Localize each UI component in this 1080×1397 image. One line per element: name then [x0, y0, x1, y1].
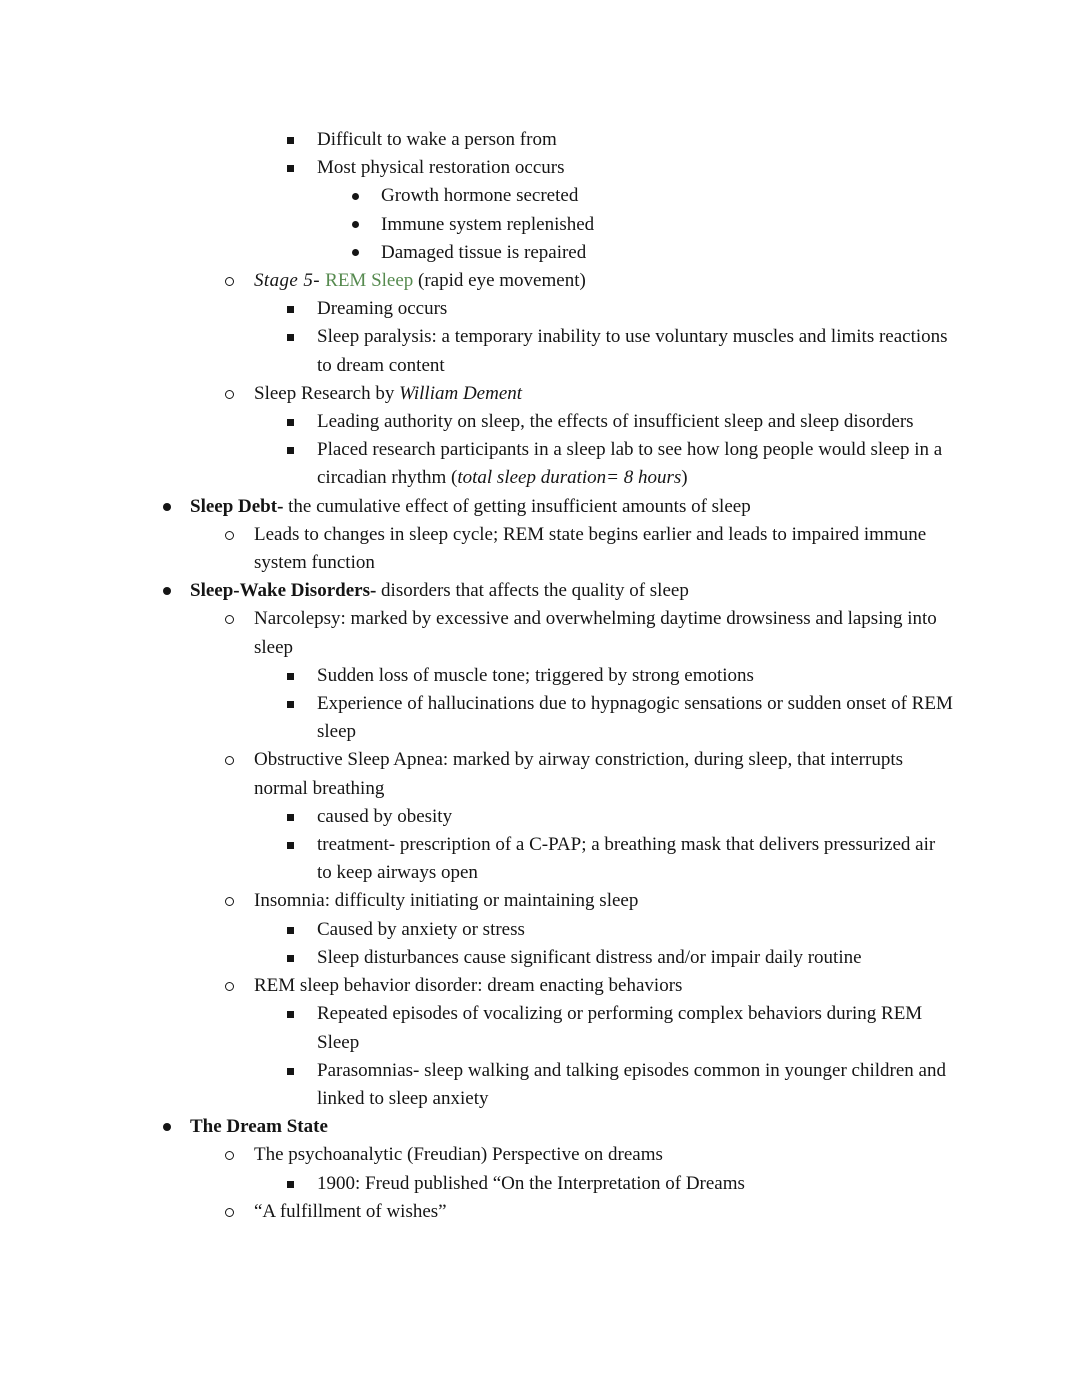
text-segment: the cumulative effect of getting insufficient amounts of sleep: [283, 495, 751, 517]
list-item-text: [254, 270, 586, 291]
list-item: [0, 662, 1080, 690]
list-item-text: [254, 975, 682, 996]
list-item-text: [317, 806, 452, 827]
text-segment: Immune system replenished: [381, 213, 595, 235]
text-segment: Sleep-Wake Disorders-: [190, 580, 377, 602]
bullet-square-icon: [287, 842, 294, 849]
text-segment: (rapid eye movement): [413, 270, 586, 292]
bullet-circle-icon: [225, 1151, 234, 1160]
list-item-text: [381, 214, 594, 235]
text-segment: Sleep paralysis: a temporary inability to use voluntary muscles and limits reactions to dream content: [317, 326, 948, 376]
bullet-square-icon: [287, 1068, 294, 1075]
list-item: [0, 1113, 1080, 1141]
text-segment: Obstructive Sleep Apnea: marked by airway constriction, during sleep, that interrupts normal breathing: [254, 749, 903, 799]
list-item: [0, 154, 1080, 182]
bullet-circle-icon: [225, 390, 234, 399]
bullet-circle-icon: [225, 1208, 234, 1217]
list-item-text: [254, 524, 926, 573]
list-item-text: [317, 157, 564, 178]
text-segment: Sudden loss of muscle tone; triggered by strong emotions: [317, 664, 754, 686]
list-item: [0, 126, 1080, 154]
bullet-square-icon: [287, 447, 294, 454]
bullet-circle-icon: [225, 897, 234, 906]
list-item: [0, 690, 1080, 746]
list-item: [0, 1000, 1080, 1056]
text-segment: caused by obesity: [317, 805, 453, 827]
bullet-disc-icon: [163, 587, 171, 595]
list-item: [0, 267, 1080, 295]
list-item-text: [254, 1144, 663, 1165]
bullet-square-icon: [287, 165, 294, 172]
bullet-circle-icon: [225, 277, 234, 286]
list-item: [0, 323, 1080, 379]
list-item-text: [317, 298, 447, 319]
list-item-text: [254, 383, 522, 404]
list-item-text: [317, 1060, 946, 1109]
bullet-circle-icon: [225, 531, 234, 540]
list-item: [0, 295, 1080, 323]
list-item-text: [317, 326, 948, 375]
list-item: [0, 1057, 1080, 1113]
list-item-text: [254, 749, 903, 798]
list-item-text: [254, 890, 638, 911]
text-segment: Experience of hallucinations due to hypnagogic sensations or sudden onset of REM sleep: [317, 693, 953, 743]
list-item: [0, 803, 1080, 831]
text-segment: Leading authority on sleep, the effects of insufficient sleep and sleep disorders: [317, 411, 914, 433]
bullet-disc-icon: [352, 249, 359, 256]
list-item: [0, 211, 1080, 239]
bullet-disc-icon: [352, 193, 359, 200]
list-item: [0, 408, 1080, 436]
list-item-text: [254, 1201, 447, 1222]
text-segment: Dreaming occurs: [317, 298, 448, 320]
list-item-text: [254, 608, 937, 657]
list-item-text: [317, 1173, 745, 1194]
list-item: [0, 887, 1080, 915]
text-segment: Placed research participants in a sleep lab to see how long people would sleep in a circadian rhythm (: [317, 439, 943, 489]
bullet-square-icon: [287, 334, 294, 341]
bullet-square-icon: [287, 701, 294, 708]
text-segment: 1900: Freud published “On the Interpretation of Dreams: [317, 1172, 745, 1194]
text-segment: Narcolepsy: marked by excessive and overwhelming daytime drowsiness and lapsing into sleep: [254, 608, 937, 658]
text-segment: Growth hormone secreted: [381, 185, 579, 207]
text-segment: William Dement: [399, 382, 523, 404]
list-item-text: [317, 439, 942, 488]
list-item: [0, 1170, 1080, 1198]
text-segment: Repeated episodes of vocalizing or performing complex behaviors during REM Sleep: [317, 1003, 923, 1053]
text-segment: “A fulfillment of wishes”: [254, 1200, 447, 1222]
text-segment: ): [681, 467, 688, 489]
list-item: [0, 521, 1080, 577]
list-item: [0, 746, 1080, 802]
bullet-square-icon: [287, 1181, 294, 1188]
bullet-square-icon: [287, 1011, 294, 1018]
text-segment: Caused by anxiety or stress: [317, 918, 525, 940]
bullet-square-icon: [287, 927, 294, 934]
bullet-square-icon: [287, 673, 294, 680]
list-item-text: [381, 242, 586, 263]
list-item-text: [317, 693, 953, 742]
list-item-text: [317, 411, 914, 432]
list-item-text: [317, 947, 862, 968]
text-segment: Sleep disturbances cause significant distress and/or impair daily routine: [317, 946, 862, 968]
text-segment: Sleep Research by: [254, 382, 400, 404]
bullet-circle-icon: [225, 982, 234, 991]
bullet-disc-icon: [163, 1123, 171, 1131]
list-item: [0, 493, 1080, 521]
list-item: [0, 916, 1080, 944]
text-segment: disorders that affects the quality of sleep: [376, 580, 689, 602]
bullet-square-icon: [287, 814, 294, 821]
text-segment: REM sleep behavior disorder: dream enacting behaviors: [254, 975, 683, 997]
bullet-disc-icon: [352, 221, 359, 228]
text-segment: The Dream State: [190, 1116, 328, 1138]
bullet-square-icon: [287, 137, 294, 144]
text-segment: total sleep duration= 8 hours: [457, 467, 682, 489]
list-item-text: [190, 496, 751, 517]
list-item-text: [317, 1003, 922, 1052]
list-item-text: [317, 834, 935, 883]
text-segment: Sleep Debt-: [190, 495, 284, 517]
bullet-circle-icon: [225, 756, 234, 765]
bullet-square-icon: [287, 306, 294, 313]
text-segment: REM Sleep: [325, 270, 414, 292]
list-item-text: [317, 919, 525, 940]
list-item: [0, 380, 1080, 408]
list-item: [0, 1198, 1080, 1226]
bullet-square-icon: [287, 419, 294, 426]
text-segment: Stage 5-: [254, 270, 326, 292]
list-item: [0, 1141, 1080, 1169]
text-segment: The psychoanalytic (Freudian) Perspective on dreams: [254, 1144, 663, 1166]
list-item-text: [190, 1116, 328, 1137]
list-item: [0, 436, 1080, 492]
text-segment: treatment- prescription of a C-PAP; a breathing mask that delivers pressurized air to keep airways open: [317, 834, 936, 884]
list-item: [0, 577, 1080, 605]
list-item: [0, 239, 1080, 267]
list-item: [0, 944, 1080, 972]
bullet-square-icon: [287, 955, 294, 962]
list-item-text: [381, 185, 578, 206]
list-item: [0, 182, 1080, 210]
text-segment: Damaged tissue is repaired: [381, 241, 587, 263]
list-item-text: [317, 665, 754, 686]
text-segment: Parasomnias- sleep walking and talking episodes common in younger children and linked to sleep anxiety: [317, 1059, 946, 1109]
bullet-disc-icon: [163, 503, 171, 511]
list-item-text: [190, 580, 689, 601]
text-segment: Difficult to wake a person from: [317, 129, 557, 150]
text-segment: Most physical restoration occurs: [317, 157, 565, 179]
text-segment: Leads to changes in sleep cycle; REM state begins earlier and leads to impaired immune system function: [254, 523, 927, 574]
list-item: [0, 605, 1080, 661]
text-segment: Insomnia: difficulty initiating or maintaining sleep: [254, 890, 639, 912]
list-item: [0, 831, 1080, 887]
bullet-circle-icon: [225, 615, 234, 624]
list-item-text: [317, 129, 557, 150]
list-item: [0, 972, 1080, 1000]
